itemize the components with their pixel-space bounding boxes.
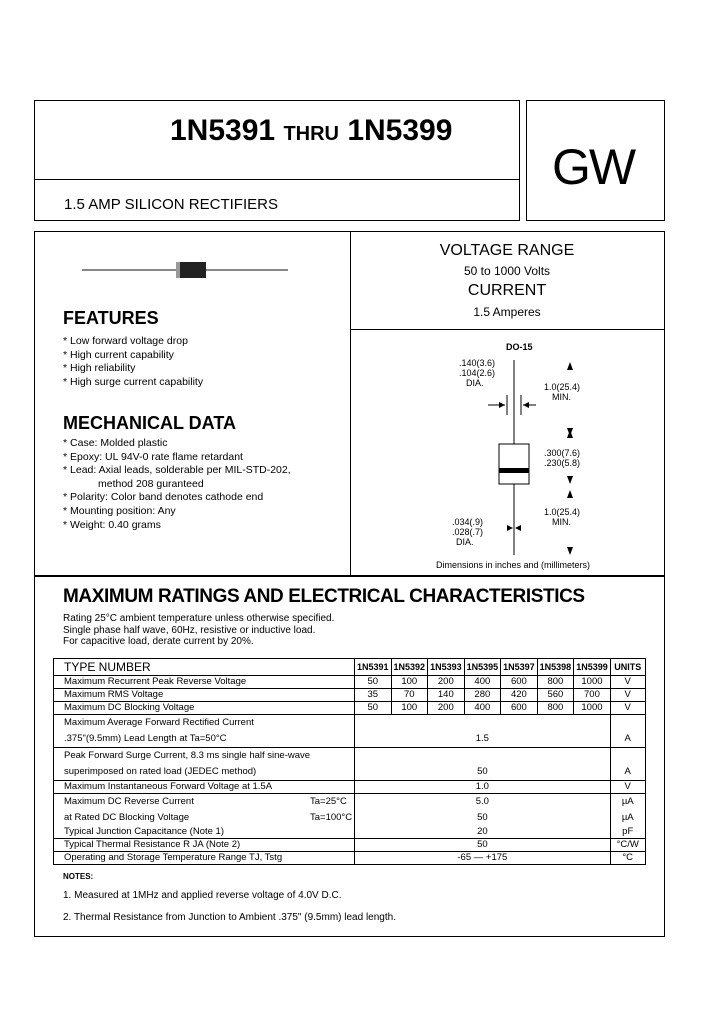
param-cell: Operating and Storage Temperature Range TJ, Tstg (54, 852, 355, 865)
value-cell: 420 (501, 689, 538, 702)
type-header: 1N5391 (355, 659, 392, 676)
unit-cell: V (610, 689, 645, 702)
mechanical-title: MECHANICAL DATA (63, 413, 236, 433)
table-row (54, 839, 646, 852)
lead-dia-top: .140(3.6) (459, 358, 496, 368)
voltage-range-value: 50 to 1000 Volts (463, 264, 551, 278)
mechanical-list (63, 437, 291, 532)
value-cell: 600 (501, 676, 538, 689)
table-row (54, 794, 646, 811)
value-cell: 200 (428, 676, 465, 689)
list-item: * Lead: Axial leads, solderable per MIL-STD-202, (63, 464, 291, 478)
package-name: DO-15 (506, 342, 533, 352)
unit-cell: °C/W (610, 839, 645, 852)
list-item: * Mounting position: Any (63, 505, 291, 519)
table-header-row (54, 659, 646, 676)
value-cell: 100 (391, 702, 428, 715)
condition-line: Single phase half wave, 60Hz, resistive or inductive load. (63, 624, 316, 636)
part-number-title (170, 114, 452, 148)
param-text: at Rated DC Blocking Voltage (64, 812, 190, 823)
value-cell: 400 (464, 702, 501, 715)
value-cell: 70 (391, 689, 428, 702)
dia-label-2: DIA. (456, 537, 474, 547)
unit-cell: V (610, 702, 645, 715)
unit-cell: µA (610, 794, 645, 811)
type-header: 1N5397 (501, 659, 538, 676)
current-value: 1.5 Amperes (473, 305, 541, 319)
unit-cell: V (610, 781, 645, 794)
value-cell (355, 748, 611, 765)
units-header: UNITS (610, 659, 645, 676)
dia-label: DIA. (466, 378, 484, 388)
value-cell: 800 (537, 676, 574, 689)
lead-dia-bottom: .104(2.6) (459, 368, 496, 378)
type-header: 1N5398 (537, 659, 574, 676)
type-header: 1N5399 (574, 659, 611, 676)
table-row (54, 731, 646, 748)
condition-line: For capacitive load, derate current by 20%. (63, 636, 254, 647)
value-cell: 50 (355, 810, 611, 826)
lead-length: 1.0(25.4) (544, 382, 581, 392)
brand-logo: GW (552, 139, 635, 195)
unit-cell: °C (610, 852, 645, 865)
part-first: 1N5391 (170, 114, 276, 147)
value-cell (355, 715, 611, 732)
table-row (54, 748, 646, 765)
wire-dia-bottom: .028(.7) (452, 527, 484, 537)
table-row (54, 715, 646, 732)
note-2: 2. Thermal Resistance from Junction to Ambient .375" (9.5mm) lead length. (63, 912, 396, 923)
table-row (54, 852, 646, 865)
list-item: * Epoxy: UL 94V-0 rate flame retardant (63, 451, 291, 465)
value-cell: 800 (537, 702, 574, 715)
value-cell: 35 (355, 689, 392, 702)
header-divider (35, 179, 519, 180)
param-cell: Maximum Average Forward Rectified Current (54, 715, 355, 732)
value-cell: 50 (355, 839, 611, 852)
param-cell (54, 794, 355, 811)
body-length-top: .300(7.6) (544, 448, 581, 458)
list-item: * High current capability (63, 349, 203, 363)
value-cell: 5.0 (355, 794, 611, 811)
list-item: * High surge current capability (63, 376, 203, 390)
value-cell: 1.0 (355, 781, 611, 794)
value-cell: 50 (355, 764, 611, 781)
list-item: method 208 guranteed (98, 477, 204, 490)
list-item: * Weight: 0.40 grams (63, 519, 291, 533)
table-row (54, 676, 646, 689)
value-cell: 1000 (574, 676, 611, 689)
thru-label: THRU (283, 123, 339, 145)
current-label: CURRENT (467, 282, 547, 299)
part-last: 1N5399 (347, 114, 453, 147)
param-cell: Maximum Instantaneous Forward Voltage at 1.5A (54, 781, 355, 794)
value-cell: 140 (428, 689, 465, 702)
rating-conditions (63, 613, 334, 648)
unit-cell (610, 748, 645, 765)
value-cell: 280 (464, 689, 501, 702)
note-1: 1. Measured at 1MHz and applied reverse voltage of 4.0V D.C. (63, 890, 342, 901)
table-row (54, 702, 646, 715)
list-item: * Polarity: Color band denotes cathode end (63, 491, 291, 505)
param-cell (54, 810, 355, 826)
value-cell: 200 (428, 702, 465, 715)
max-ratings-title: MAXIMUM RATINGS AND ELECTRICAL CHARACTERISTICS (63, 586, 585, 607)
diode-illustration (80, 255, 290, 285)
value-cell: 560 (537, 689, 574, 702)
param-cell: superimposed on rated load (JEDEC method) (54, 764, 355, 781)
list-item: * High reliability (63, 362, 203, 376)
condition-line: Rating 25°C ambient temperature unless otherwise specified. (63, 613, 335, 624)
value-cell: 1000 (574, 702, 611, 715)
min-label-2: MIN. (552, 517, 571, 527)
type-header: 1N5392 (391, 659, 428, 676)
param-cell: .375"(9.5mm) Lead Length at Ta=50°C (54, 731, 355, 748)
condition-text: Ta=25°C (310, 796, 347, 807)
features-title: FEATURES (63, 308, 159, 328)
voltage-range-label: VOLTAGE RANGE (439, 242, 575, 259)
type-header: 1N5393 (428, 659, 465, 676)
value-cell: 400 (464, 676, 501, 689)
unit-cell: V (610, 676, 645, 689)
table-row (54, 764, 646, 781)
value-cell: 100 (391, 676, 428, 689)
table-row (54, 689, 646, 702)
value-cell: 50 (355, 676, 392, 689)
type-header: 1N5395 (464, 659, 501, 676)
condition-text: Ta=100°C (310, 812, 353, 823)
value-cell: 20 (355, 826, 611, 839)
product-subtitle: 1.5 AMP SILICON RECTIFIERS (64, 196, 278, 213)
dimensions-note: Dimensions in inches and (millimeters) (436, 560, 591, 570)
body-length-bottom: .230(5.8) (544, 458, 581, 468)
table-row (54, 810, 646, 826)
characteristics-table (53, 658, 646, 865)
lead-length-2: 1.0(25.4) (544, 507, 581, 517)
param-cell: Typical Thermal Resistance R JA (Note 2) (54, 839, 355, 852)
notes-title: NOTES: (63, 872, 94, 881)
unit-cell: A (610, 731, 645, 748)
param-cell: Typical Junction Capacitance (Note 1) (54, 826, 355, 839)
table-row (54, 781, 646, 794)
value-cell: 50 (355, 702, 392, 715)
type-number-header: TYPE NUMBER (54, 659, 355, 676)
wire-dia-top: .034(.9) (452, 517, 484, 527)
unit-cell (610, 715, 645, 732)
value-cell: -65 — +175 (355, 852, 611, 865)
table-row (54, 826, 646, 839)
unit-cell: pF (610, 826, 645, 839)
min-label: MIN. (552, 392, 571, 402)
param-text: Maximum DC Reverse Current (64, 796, 194, 807)
value-cell: 1.5 (355, 731, 611, 748)
list-item: * Case: Molded plastic (63, 437, 291, 451)
param-cell: Peak Forward Surge Current, 8.3 ms single half sine-wave (54, 748, 355, 765)
list-item: * Low forward voltage drop (63, 335, 203, 349)
param-cell: Maximum Recurrent Peak Reverse Voltage (54, 676, 355, 689)
unit-cell: µA (610, 810, 645, 826)
param-cell: Maximum DC Blocking Voltage (54, 702, 355, 715)
unit-cell: A (610, 764, 645, 781)
range-divider (350, 329, 665, 330)
value-cell: 700 (574, 689, 611, 702)
param-cell: Maximum RMS Voltage (54, 689, 355, 702)
features-list (63, 335, 203, 389)
value-cell: 600 (501, 702, 538, 715)
